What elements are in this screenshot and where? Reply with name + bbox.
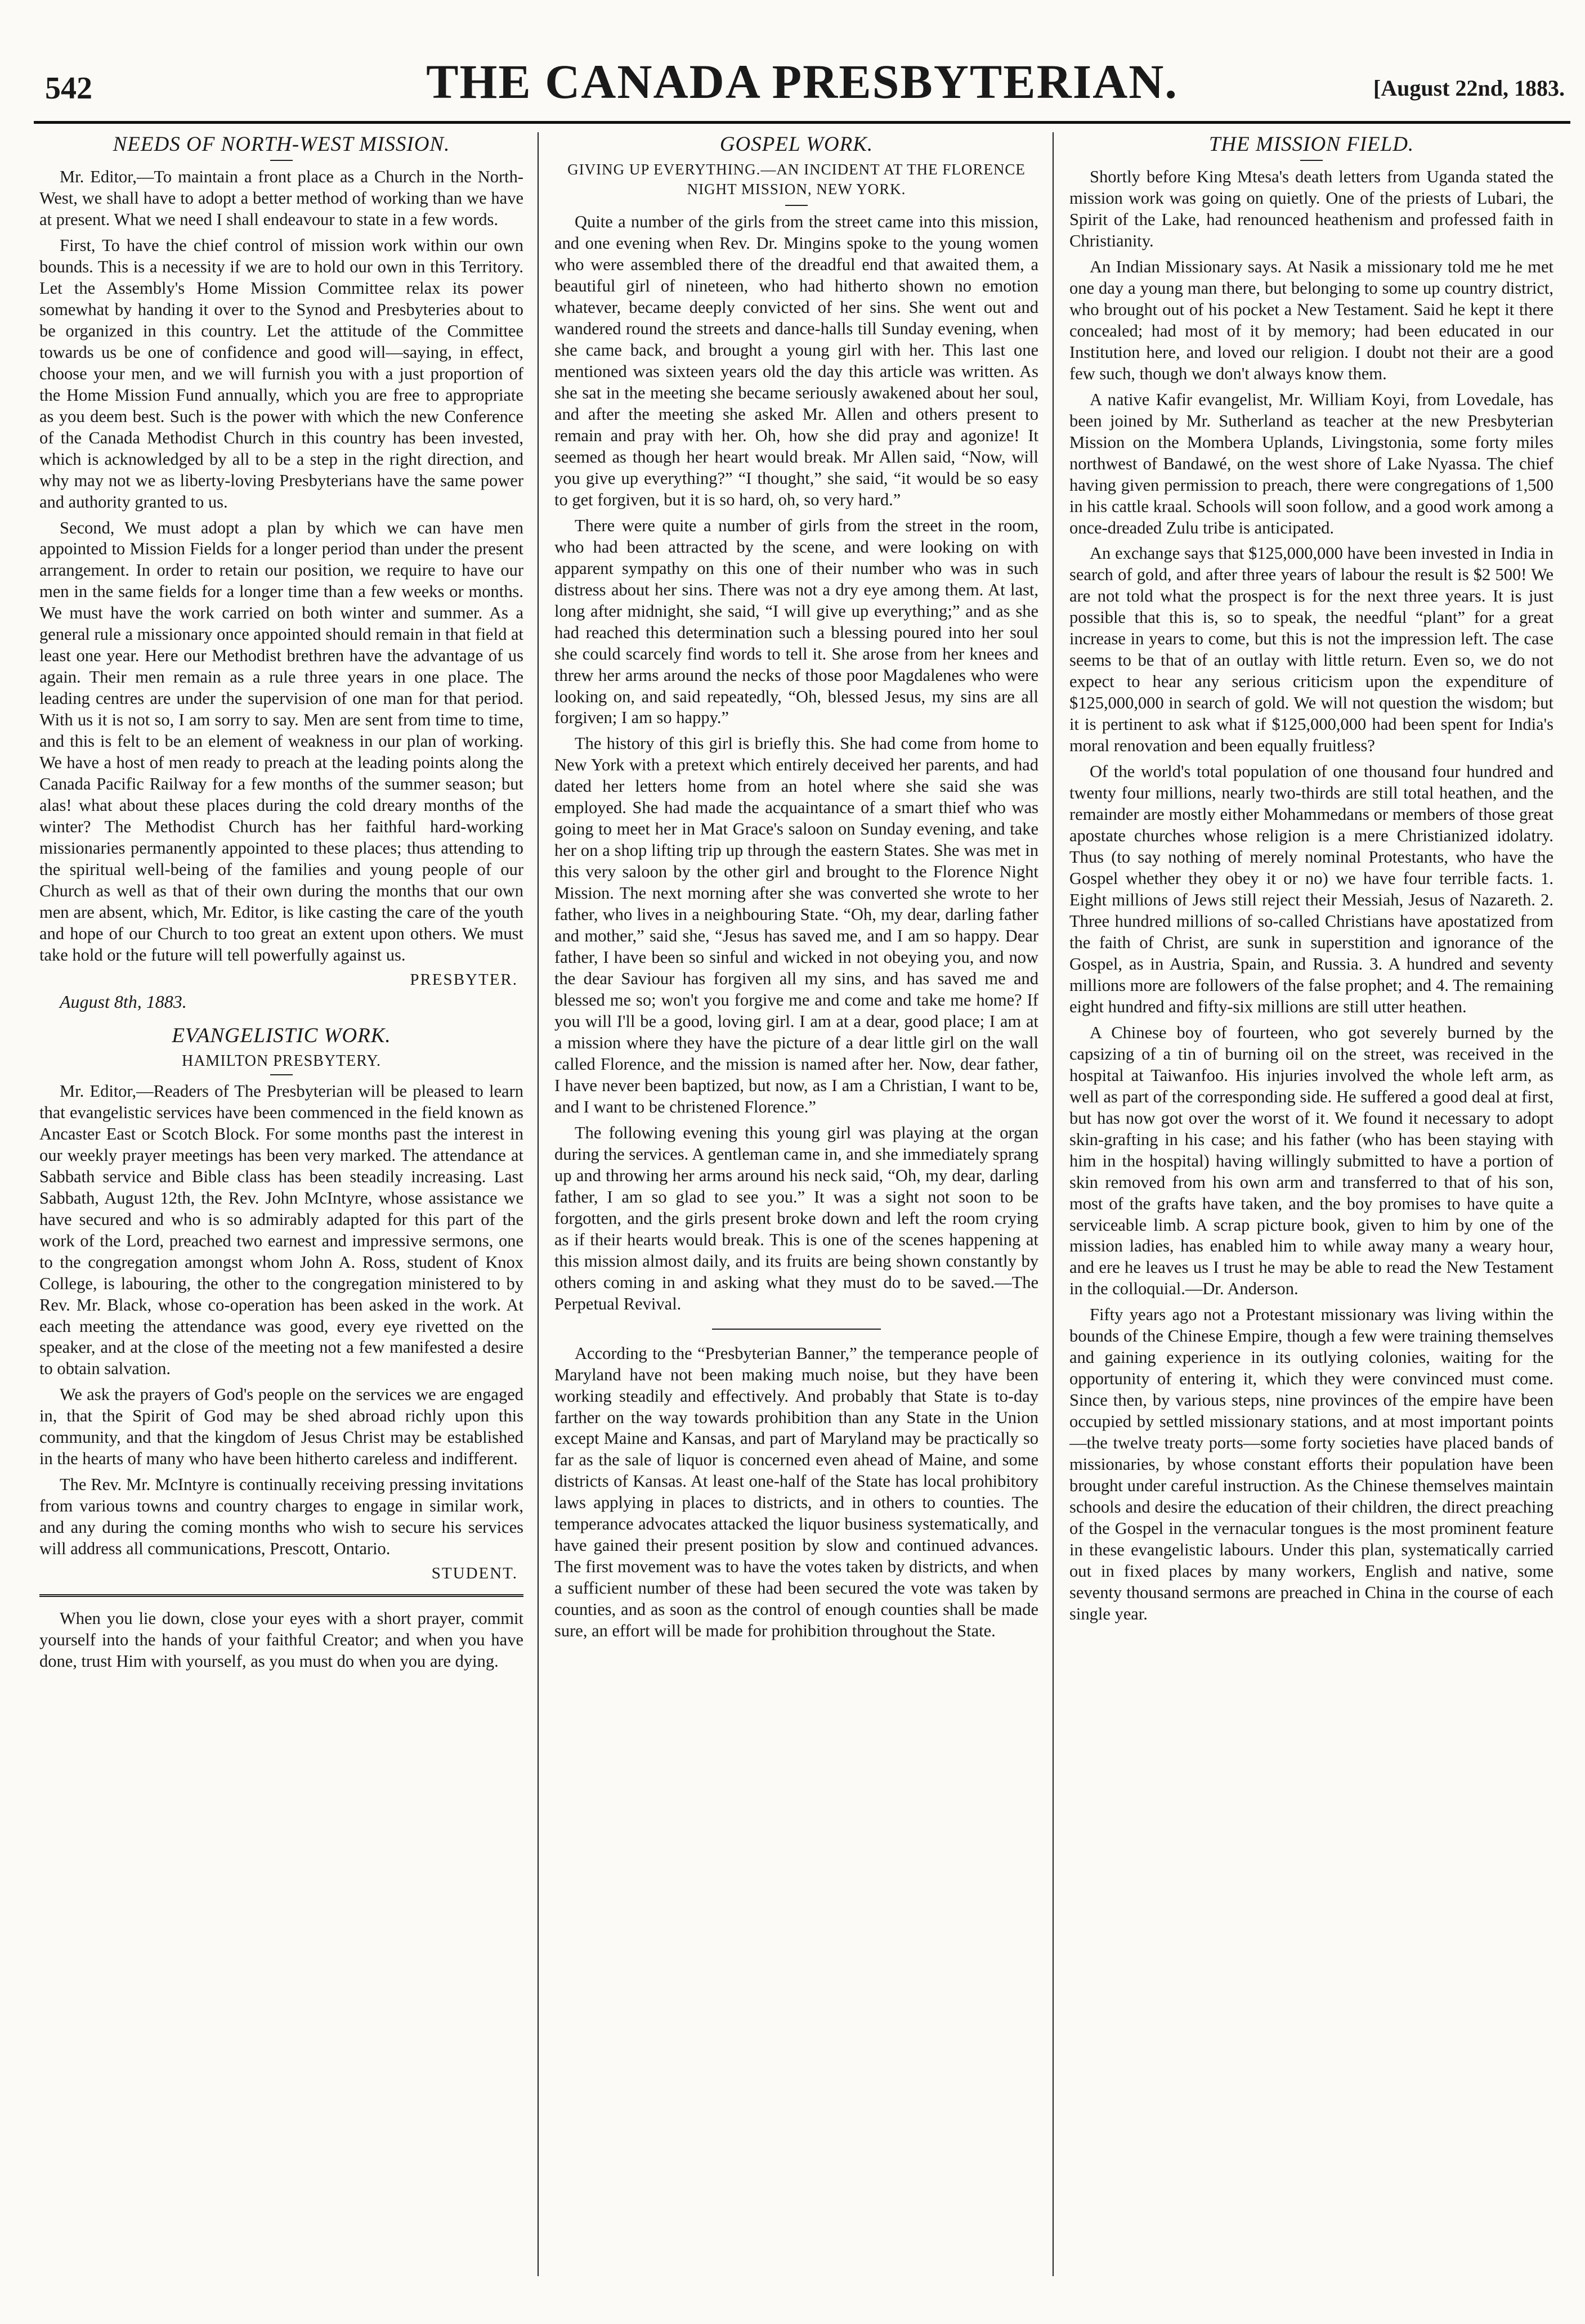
article-paragraph: An exchange says that $125,000,000 have been invested in India in search of gold, and after three years of labour the result is $2 500! We are not told what the prospect is for the next three years. It is just possible that this is, so to speak, the needful “plant” for a great increase in years to come, but this is not the impression left. The case seems to be that of an outlay with little return. Even so, we do not expect to hear any serious criticism upon the expenditure of $125,000,000 in search of gold. We will not question the wisdom; but it is pertinent to ask what if $125,000,000 had been spent for India's moral renovation and been equally fruitless? xyxy=(1069,544,1553,756)
article-paragraph: Mr. Editor,—Readers of The Presbyterian will be pleased to learn that evangelistic services have been commenced in the field known as Ancaster East or Scotch Block. For some months past the interest in our weekly prayer meetings has been very marked. The attendance at Sabbath service and Bible class has been steadily increasing. Last Sabbath, August 12th, the Rev. John McIntyre, whose assistance we have secured and who is so admirably adapted for this part of the work of the Lord, preached two earnest and impressive sermons, one to the congregation amongst whom John A. Ross, student of Knox College, is labouring, the other to the congregation ministered to by Rev. Mr. Black, whose co-operation has been asked in the work. At each meeting the attendance was good, every eye rivetted on the speaker, and at the close of the meeting not a few manifested a desire to obtain salvation. xyxy=(39,1081,523,1379)
article-paragraph: We ask the prayers of God's people on the services we are engaged in, that the Spirit of God may be shed abroad richly upon this community, and that the kingdom of Jesus Christ may be established in the hearts of many who have been hitherto careless and indifferent. xyxy=(39,1385,523,1469)
article-paragraph: The history of this girl is briefly this. She had come from home to New York with a pretext which entirely deceived her parents, and had dated her letters home from an hotel where she said she was employed. She had made the acquaintance of a smart thief who was going to meet her in Mat Grace's saloon on Sunday evening, and take her on a shop lifting trip up through the eastern States. She was met in this very saloon by the other girl and brought to the Florence Night Mission. The next morning after she was converted she wrote to her father, who lives in a neighbouring State. “Oh, my dear, darling father and mother,” said she, “Jesus has saved me, and I am so happy. Dear father, I have been so sinful and wicked in not obeying you, and now the dear Saviour has forgiven all my sins, and has saved me and blessed me so; won't you forgive me and come and take me home? If you will I'll be a good, loving girl. I am at a dear, good place; I am at a mission where they have the picture of a dear little girl on the wall called Florence, and the mission is named after her. Now, dear father, I have never been baptized, but now, as I am a Christian, I want to be, and I want to be christened Florence.” xyxy=(554,734,1038,1116)
article-paragraph: There were quite a number of girls from the street in the room, who had been attracted by the scene, and were looking on with apparent sympathy on this one of their number who was in such distress about her sins. There was not a dry eye among them. At last, long after midnight, she said, “I will give up everything;” and as she had reached this determination such a blessing poured into her soul she could scarcely find words to tell it. She arose from her knees and threw her arms around the necks of those poor Magdalenes who were looking on, and said repeatedly, “Oh, blessed Jesus, my sins are all forgiven; I am so happy.” xyxy=(554,515,1038,728)
article-paragraph: Second, We must adopt a plan by which we can have men appointed to Mission Fields for a longer period than under the present arrangement. In order to retain our position, we require to have our men in the same fields for a longer time than a few weeks or months. We must have the work carried on both winter and summer. As a general rule a missionary once appointed should remain in that field at least one year. Here our Methodist brethren have the advantage of us again. Their men remain as a rule three years in one place. The leading centres are under the supervision of one man for that period. With us it is not so, I am sorry to say. Men are sent from time to time, and this is felt to be an element of weakness in our plan of working. We have a host of men ready to preach at the leading points along the Canada Pacific Railway for a few months of the summer season; but alas! what about these places during the cold dreary months of the winter? The Methodist Church has her faithful hard-working missionaries permanently appointed to these places; thus attending to the spiritual well-being of the families and young people of our Church as well as that of their own during the months that our own men are absent, which, Mr. Editor, is like casting the care of the youth and hope of our Church to too great an extent upon others. We must take hold or the future will tell powerfully against us. xyxy=(39,518,523,964)
page-number: 542 xyxy=(45,71,92,106)
article-signature: PRESBYTER. xyxy=(410,970,518,989)
article-subheading: GIVING UP EVERYTHING.—AN INCIDENT AT THE FLORENCE NIGHT MISSION, NEW YORK. xyxy=(567,161,1026,198)
article-paragraph: A Chinese boy of fourteen, who got severely burned by the capsizing of a tin of burning oil on the street, was received in the hospital at Taiwanfoo. His injuries involved the whole left arm, as well as part of the corresponding side. He suffered a good deal at first, but has now got over the worst of it. We found it necessary to adopt skin-grafting in his case; and his father (who has been staying with him in the hospital) having willingly submitted to have a portion of skin removed from his own arm and transferred to that of his son, most of the grafts have taken, and the boy promises to have quite a serviceable limb. A scrap picture book, given to him by one of the mission ladies, has enabled him to while away many a weary hour, and ere he leaves us I trust he may be able to read the New Testament in the colloquial.—Dr. Anderson. xyxy=(1069,1022,1553,1299)
section-divider xyxy=(39,1594,523,1597)
article-paragraph: An Indian Missionary says. At Nasik a missionary told me he met one day a young man there, but belonging to some up country district, who brought out of his pocket a New Testament. Said he kept it there concealed; had most of it by memory; had been educated in our Institution here, and loved our religion. I doubt not their are a good few such, though we don't always know them. xyxy=(1069,257,1553,383)
article-paragraph: Of the world's total population of one thousand four hundred and twenty four millions, nearly two-thirds are still total heathen, and the remainder are mostly either Mohammedans or members of those great apostate churches whose religion is a mere Christianized idolatry. Thus (to say nothing of merely nominal Protestants, who have the Gospel whether they obey it or no) we have four terrible facts. 1. Eight millions of Jews still reject their Messiah, Jesus of Nazareth. 2. Three hundred millions of so-called Christians have apostatized from the faith of Christ, are sunk in superstition and ignorance of the Gospel, as in Austria, Spain, and Russia. 3. A hundred and seventy millions more are followers of the false prophet; and 4. The remaining eight hundred and fifty-six millions are still utter heathen. xyxy=(1069,762,1553,1016)
issue-date: [August 22nd, 1883. xyxy=(1373,75,1565,101)
article-heading: GOSPEL WORK. xyxy=(719,133,874,156)
newspaper-title: THE CANADA PRESBYTERIAN. xyxy=(426,55,1178,109)
column-rule xyxy=(538,132,539,2276)
masthead xyxy=(34,53,1570,124)
column-middle xyxy=(554,132,1038,2299)
section-divider xyxy=(712,1329,881,1330)
article-heading: THE MISSION FIELD. xyxy=(1208,133,1414,156)
closing-paragraph: When you lie down, close your eyes with a short prayer, commit yourself into the hands of your faithful Creator; and when you have done, trust Him with yourself, as you must do when you are dying. xyxy=(39,1609,523,1671)
article-signature: STUDENT. xyxy=(431,1564,518,1583)
article-paragraph: The Rev. Mr. McIntyre is continually receiving pressing invitations from various towns and country charges to engage in similar work, and any during the coming months who wish to secure his services will address all communications, Prescott, Ontario. xyxy=(39,1475,523,1559)
article-paragraph: The following evening this young girl was playing at the organ during the services. A gentleman came in, and she immediately sprang up and throwing her arms around his neck said, “Oh, my dear, darling father, I am so glad to see you.” It was a sight not soon to be forgotten, and the girls present broke down and left the room crying as if their hearts would break. This is one of the scenes happening at this mission almost daily, and its fruits are being shown constantly by others coming in and asking what they must do to be saved.—The Perpetual Revival. xyxy=(554,1123,1038,1313)
article-paragraph: First, To have the chief control of mission work within our own bounds. This is a necessity if we are to hold our own in this Territory. Let the Assembly's Home Mission Committee relax its power somewhat by handing it over to the Synod and Presbyteries about to be organized in this country. Let the attitude of the Committee towards us be one of confidence and good will—saying, in effect, choose your men, and we will furnish you with a just proportion of the Home Mission Fund annually, which you are free to appropriate as you deem best. Such is the power with which the new Conference of the Canada Methodist Church in this country has been invested, which is acknowledged by all to be a step in the right direction, and why may not we as liberty-loving Presbyterians have the same power and authority granted to us. xyxy=(39,235,523,512)
heading-rule xyxy=(1300,160,1323,161)
column-right xyxy=(1069,132,1553,2299)
article-paragraph: A native Kafir evangelist, Mr. William Koyi, from Lovedale, has been joined by Mr. Sutherland as teacher at the new Presbyterian Mission on the Mombera Uplands, Livingstonia, some forty miles northwest of Bandawé, on the west shore of Lake Nyassa. The chief having given permission to preach, there were congregations of 1,500 in his cattle kraal. Schools will soon follow, and a good work among a once-dreaded Zulu tribe is anticipated. xyxy=(1069,389,1553,537)
article-paragraph: Shortly before King Mtesa's death letters from Uganda stated the mission work was going on quietly. One of the priests of Lubari, the Spirit of the Lake, had renounced heathenism and professed faith in Christianity. xyxy=(1069,167,1553,250)
article-dateline: August 8th, 1883. xyxy=(60,991,187,1012)
article-paragraph: Fifty years ago not a Protestant missionary was living within the bounds of the Chinese Empire, though a few were training themselves and gaining experience in its outlying colonies, waiting for the opportunity of entering it, which they were convinced must come. Since then, by various steps, nine provinces of the empire have been occupied by settled missionary stations, and at most important points—the twelve treaty ports—some forty societies have placed bands of missionaries, by whose constant efforts their population have been brought under careful instruction. As the Chinese themselves maintain schools and desire the education of their children, the direct preaching of the Gospel in the vernacular tongues is the most prominent feature in these evangelistic labours. Under this plan, systematically carried out in fixed places by many workers, English and native, some seventy thousand sermons are preached in China in the course of each single year. xyxy=(1069,1305,1553,1623)
heading-rule xyxy=(270,160,293,161)
heading-rule xyxy=(785,205,808,206)
article-paragraph: Quite a number of the girls from the street came into this mission, and one evening when Rev. Dr. Mingins spoke to the young women who were assembled there of the dreadful end that awaited them, a beautiful girl of nineteen, who had hitherto shown no emotion whatever, became deeply convicted of her sins. She went out and wandered round the streets and dance-halls till Sunday evening, when she came back, and brought a young girl with her. This last one mentioned was sixteen years old the day this article was written. As she sat in the meeting she became seriously awakened about her soul, and after the meeting she asked Mr. Allen and others present to remain and pray with her. Oh, how she did pray and agonize! It seemed as though her heart would break. Mr Allen said, “Now, will you give up everything?” “I thought,” she said, “it would be so easy to get forgiven, but it is so hard, oh, so very hard.” xyxy=(554,212,1038,509)
article-heading: EVANGELISTIC WORK. xyxy=(172,1024,391,1047)
article-paragraph: According to the “Presbyterian Banner,” the temperance people of Maryland have not been making much noise, but they have been working steadily and effectively. And probably that State is to-day farther on the way towards prohibition than any State in the Union except Maine and Kansas, and part of Maryland may be practically so far as the sale of liquor is concerned even ahead of Maine, and some districts of Kansas. At least one-half of the State has local prohibitory laws applying in places to districts, and in others to counties. The temperance advocates attacked the liquor business systematically, and have gained their present position by slow and continued advances. The first movement was to have the votes taken by districts, and when a sufficient number of these had been secured the vote was taken by counties, and as soon as the control of enough counties shall be made sure, an effort will be made for prohibition throughout the State. xyxy=(554,1343,1038,1641)
heading-rule xyxy=(270,1074,293,1075)
article-paragraph: Mr. Editor,—To maintain a front place as a Church in the North-West, we shall have to adopt a better method of working than we have at present. What we need I shall endeavour to state in a few words. xyxy=(39,167,523,229)
column-left xyxy=(39,132,523,2299)
article-heading: NEEDS OF NORTH-WEST MISSION. xyxy=(113,133,450,156)
article-subheading: HAMILTON PRESBYTERY. xyxy=(181,1052,381,1070)
column-rule xyxy=(1053,132,1054,2276)
